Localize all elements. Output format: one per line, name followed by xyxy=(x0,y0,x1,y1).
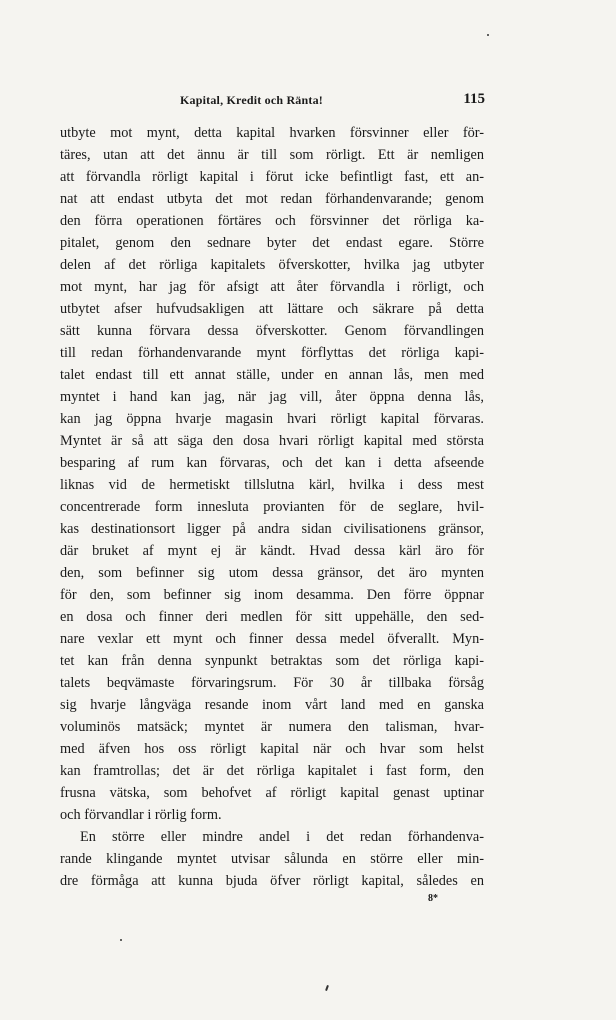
text-line: pitalet, genom den sednare byter det endast egare. Större xyxy=(60,235,484,251)
page-number: 115 xyxy=(463,91,485,107)
text-line: kan jag öppna hvarje magasin hvari rörligt kapital förvaras. xyxy=(60,411,484,427)
page-header xyxy=(155,93,485,113)
text-line: besparing af rum kan förvaras, och det kan i detta afseende xyxy=(60,455,484,471)
text-line: liknas vid de hermetiskt tillslutna kärl, hvilka i dess mest xyxy=(60,477,484,493)
text-line: och förvandlar i rörlig form. xyxy=(60,807,222,823)
text-line: voluminös matsäck; myntet är numera den talisman, hvar- xyxy=(60,719,484,735)
text-line: att förvandla rörligt kapital i förut icke befintligt fast, ett an- xyxy=(60,169,484,185)
text-line: där bruket af mynt ej är kändt. Hvad dessa kärl äro för xyxy=(60,543,484,559)
text-line: utbytet afser hufvudsakligen att lättare och säkrare på detta xyxy=(60,301,484,317)
text-line: för den, som befinner sig inom desamma. Den förre öppnar xyxy=(60,587,484,603)
ink-speck xyxy=(325,985,329,991)
text-line: mot mynt, har jag för afsigt att åter förvandla i rörligt, och xyxy=(60,279,484,295)
text-line: concentrerade form innesluta provianten för de seglare, hvil- xyxy=(60,499,484,515)
text-line: talets beqvämaste förvaringsrum. För 30 år tillbaka försåg xyxy=(60,675,484,691)
text-line: En större eller mindre andel i det redan förhandenva- xyxy=(80,829,484,845)
text-line: talet endast till ett annat ställe, under en annan lås, men med xyxy=(60,367,484,383)
running-title: Kapital, Kredit och Ränta! xyxy=(180,93,323,107)
ink-speck xyxy=(487,34,489,36)
text-line: till redan förhandenvarande mynt förflyttas det rörliga kapi- xyxy=(60,345,484,361)
text-line: dre förmåga att kunna bjuda öfver rörligt kapital, således en xyxy=(60,873,484,889)
text-line: myntet i hand kan jag, när jag vill, åter öppna denna lås, xyxy=(60,389,484,405)
text-line: delen af det rörliga kapitalets öfverskotter, hvilka jag utbyter xyxy=(60,257,484,273)
text-line: den, som befinner sig utom dessa gränsor, det äro mynten xyxy=(60,565,484,581)
text-line: rande klingande myntet utvisar sålunda en större eller min- xyxy=(60,851,484,867)
text-line: nat att endast utbyta det mot redan förhandenvarande; genom xyxy=(60,191,484,207)
text-line: tet kan från denna synpunkt betraktas som det rörliga kapi- xyxy=(60,653,484,669)
text-line: sig hvarje långväga resande inom vårt land med en ganska xyxy=(60,697,484,713)
text-line: sätt kunna förvara dessa öfverskotter. Genom förvandlingen xyxy=(60,323,484,339)
body-text xyxy=(60,122,484,892)
text-line: med äfven hos oss rörligt kapital när och hvar som helst xyxy=(60,741,484,757)
text-line: nare vexlar ett mynt och finner dessa medel öfverallt. Myn- xyxy=(60,631,484,647)
text-line: Myntet är så att säga den dosa hvari rörligt kapital med största xyxy=(60,433,484,449)
text-line: den förra operationen förtäres och försvinner det rörliga ka- xyxy=(60,213,484,229)
text-line: kas destinationsort ligger på andra sidan civilisationens gränsor, xyxy=(60,521,484,537)
text-line: frusna vätska, som behofvet af rörligt kapital genast uptinar xyxy=(60,785,484,801)
text-line: en dosa och finner deri medlen för sitt uppehälle, den sed- xyxy=(60,609,484,625)
signature-mark: 8* xyxy=(428,893,438,904)
ink-speck xyxy=(120,939,122,941)
text-line: täres, utan att det ännu är till som rörligt. Ett är nemligen xyxy=(60,147,484,163)
text-line: utbyte mot mynt, detta kapital hvarken försvinner eller för- xyxy=(60,125,484,141)
text-line: kan framtrollas; det är det rörliga kapitalet i fast form, den xyxy=(60,763,484,779)
